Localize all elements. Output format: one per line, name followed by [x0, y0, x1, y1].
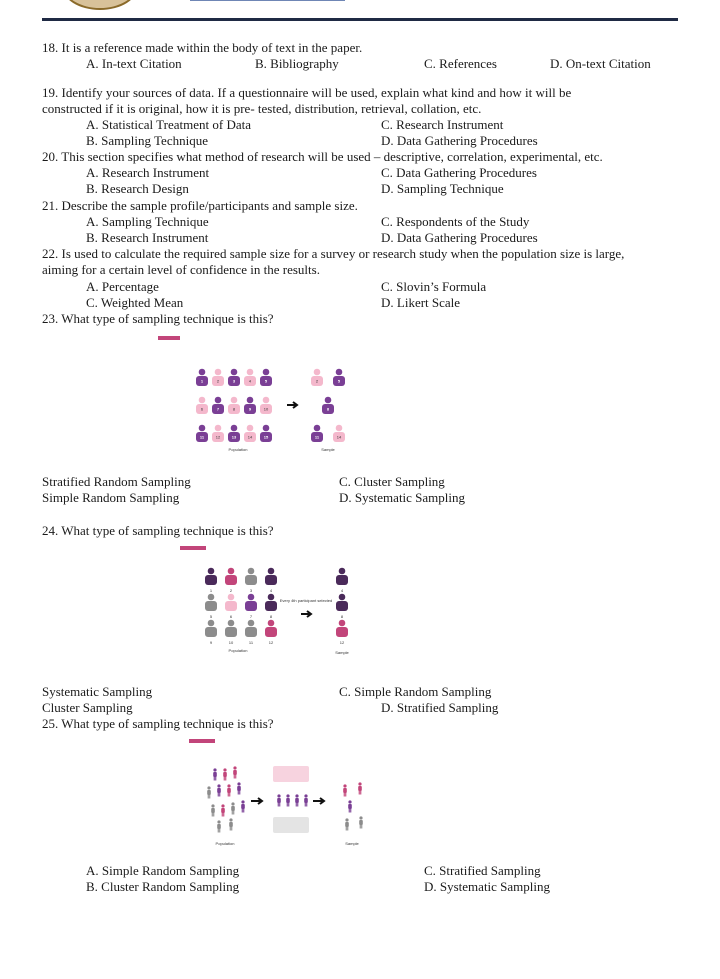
person-icon: [233, 766, 237, 778]
q23-sample-column: [311, 369, 345, 442]
q25-population-label: Population: [215, 841, 235, 846]
person-icon: [345, 818, 349, 830]
header-rule: [42, 18, 678, 21]
person-number: 4: [269, 588, 273, 593]
person-number: 8: [326, 406, 330, 412]
header-rule-accent: [190, 0, 345, 1]
q19-option-b: B. Sampling Technique: [86, 133, 208, 148]
person-icon: [223, 768, 227, 780]
person-number: 5: [209, 614, 213, 619]
q21-question: 21. Describe the sample profile/participants and sample size.: [42, 198, 358, 213]
person-number: 1: [209, 588, 213, 593]
person-icon: [225, 594, 237, 611]
person-icon: [265, 620, 277, 637]
person-icon: [358, 782, 362, 794]
person-number: 2: [315, 378, 319, 384]
person-icon: [196, 369, 208, 386]
person-number: 12: [215, 434, 221, 440]
q23-population-label: Population: [228, 447, 248, 452]
person-number: 10: [263, 406, 269, 412]
q20-option-c: C. Data Gathering Procedures: [381, 165, 537, 180]
figure-logo-mark: [180, 546, 206, 550]
q24-population-label: Population: [228, 648, 248, 653]
person-icon: [359, 816, 363, 828]
q24-figure-caption: Every 4th participant selected: [279, 598, 333, 603]
q22-option-c: C. Slovin’s Formula: [381, 279, 487, 294]
stratum-box-gray: [273, 817, 309, 833]
person-number: 2: [229, 588, 233, 593]
person-icon: [260, 369, 272, 386]
person-icon: [212, 425, 224, 442]
person-icon: [229, 818, 233, 830]
person-icon: [343, 784, 347, 796]
q25-option-d: D. Systematic Sampling: [424, 879, 551, 894]
q21-option-c: C. Respondents of the Study: [381, 214, 530, 229]
q25-question: 25. What type of sampling technique is this?: [42, 716, 274, 731]
q24-question: 24. What type of sampling technique is this?: [42, 523, 274, 538]
q24-population-grid: [205, 568, 277, 645]
person-number: 13: [231, 434, 237, 440]
person-icon: [336, 568, 348, 585]
person-icon: [205, 620, 217, 637]
person-number: 7: [249, 614, 253, 619]
person-number: 12: [339, 640, 345, 645]
q19-option-d: D. Data Gathering Procedures: [381, 133, 538, 148]
q24-option-b: Cluster Sampling: [42, 700, 133, 715]
person-icon: [212, 369, 224, 386]
q25-option-b: B. Cluster Random Sampling: [86, 879, 240, 894]
person-icon: [217, 820, 221, 832]
person-number: 2: [216, 378, 220, 384]
q24-option-a: Systematic Sampling: [42, 684, 153, 699]
q23-figure: [150, 332, 360, 457]
q23-sample-label: Sample: [321, 447, 335, 452]
q18-question: 18. It is a reference made within the body of text in the paper.: [42, 40, 363, 55]
person-number: 12: [268, 640, 274, 645]
q23-option-c: C. Cluster Sampling: [339, 474, 445, 489]
person-number: 8: [269, 614, 273, 619]
person-number: 5: [264, 378, 268, 384]
q25-population-cluster: [207, 766, 245, 832]
person-number: 11: [199, 434, 205, 440]
q19-question-line2: constructed if it is original, how it is pre- tested, distribution, retrieval, collation, etc.: [42, 101, 482, 116]
person-icon: [333, 369, 345, 386]
person-icon: [196, 397, 208, 414]
person-icon: [227, 784, 231, 796]
person-icon: [245, 620, 257, 637]
person-icon: [277, 794, 281, 806]
q18-option-b: B. Bibliography: [255, 56, 339, 71]
person-icon: [212, 397, 224, 414]
person-icon: [245, 568, 257, 585]
person-icon: [245, 594, 257, 611]
person-number: 14: [247, 434, 253, 440]
person-icon: [336, 594, 348, 611]
q25-sample-label: Sample: [345, 841, 359, 846]
q21-option-b: B. Research Instrument: [86, 230, 209, 245]
person-icon: [244, 425, 256, 442]
person-icon: [221, 804, 225, 816]
q18-option-a: A. In-text Citation: [86, 56, 182, 71]
person-icon: [333, 425, 345, 442]
q19-option-c: C. Research Instrument: [381, 117, 504, 132]
q19-question-line1: 19. Identify your sources of data. If a questionnaire will be used, explain what kind and how it will be: [42, 85, 572, 100]
q21-option-d: D. Data Gathering Procedures: [381, 230, 538, 245]
q24-option-d: D. Stratified Sampling: [381, 700, 499, 715]
person-number: 11: [314, 434, 320, 440]
person-icon: [237, 782, 241, 794]
school-seal: [62, 0, 138, 10]
person-icon: [286, 794, 290, 806]
person-number: 6: [200, 406, 204, 412]
person-number: 15: [263, 434, 269, 440]
person-icon: [231, 802, 235, 814]
q22-option-a: A. Percentage: [86, 279, 159, 294]
q22-question-line2: aiming for a certain level of confidence in the results.: [42, 262, 320, 277]
person-number: 14: [336, 434, 342, 440]
q24-option-c: C. Simple Random Sampling: [339, 684, 492, 699]
q25-option-a: A. Simple Random Sampling: [86, 863, 240, 878]
q24-sample-column: [336, 568, 348, 645]
person-icon: [228, 397, 240, 414]
q25-option-c: C. Stratified Sampling: [424, 863, 541, 878]
person-number: 8: [340, 614, 344, 619]
stratum-box-pink: [273, 766, 309, 782]
q20-option-a: A. Research Instrument: [86, 165, 210, 180]
q18-option-c: C. References: [424, 56, 497, 71]
person-icon: [207, 786, 211, 798]
person-icon: [228, 425, 240, 442]
person-icon: [304, 794, 308, 806]
q22-option-b: C. Weighted Mean: [86, 295, 184, 310]
person-number: 9: [209, 640, 213, 645]
person-number: 5: [337, 378, 341, 384]
person-icon: [244, 397, 256, 414]
person-icon: [265, 568, 277, 585]
person-number: 4: [340, 588, 344, 593]
person-number: 6: [229, 614, 233, 619]
q22-question-line1: 22. Is used to calculate the required sample size for a survey or research study when the population size is large,: [42, 246, 625, 261]
person-number: 3: [232, 378, 236, 384]
arrow-right-icon: [313, 798, 324, 804]
person-icon: [265, 594, 277, 611]
person-icon: [336, 620, 348, 637]
q20-option-d: D. Sampling Technique: [381, 181, 504, 196]
person-icon: [244, 369, 256, 386]
person-icon: [295, 794, 299, 806]
person-icon: [196, 425, 208, 442]
person-number: 1: [200, 378, 204, 384]
person-icon: [225, 620, 237, 637]
person-icon: [260, 425, 272, 442]
person-icon: [311, 425, 323, 442]
person-icon: [348, 800, 352, 812]
arrow-right-icon: [251, 798, 262, 804]
person-icon: [211, 804, 215, 816]
q25-sample-group: [343, 782, 363, 830]
person-icon: [213, 768, 217, 780]
person-icon: [311, 369, 323, 386]
q20-option-b: B. Research Design: [86, 181, 189, 196]
q23-option-b: Simple Random Sampling: [42, 490, 180, 505]
person-number: 3: [249, 588, 253, 593]
person-number: 8: [232, 406, 236, 412]
q20-question: 20. This section specifies what method of research will be used – descriptive, correlation, experimental, etc.: [42, 149, 603, 164]
figure-logo-mark: [189, 739, 215, 743]
person-number: 7: [216, 406, 220, 412]
arrow-right-icon: [301, 611, 311, 617]
person-icon: [241, 800, 245, 812]
person-icon: [322, 397, 334, 414]
q21-option-a: A. Sampling Technique: [86, 214, 209, 229]
person-icon: [205, 568, 217, 585]
q23-question: 23. What type of sampling technique is this?: [42, 311, 274, 326]
person-number: 11: [248, 640, 254, 645]
q23-option-a: Stratified Random Sampling: [42, 474, 191, 489]
q18-option-d: D. On-text Citation: [550, 56, 651, 71]
q19-option-a: A. Statistical Treatment of Data: [86, 117, 252, 132]
q23-population-grid: [196, 369, 272, 442]
person-icon: [217, 784, 221, 796]
figure-logo-mark: [158, 336, 180, 340]
arrow-right-icon: [287, 402, 297, 408]
q25-figure: [185, 735, 375, 850]
person-icon: [205, 594, 217, 611]
person-number: 9: [248, 406, 252, 412]
person-icon: [260, 397, 272, 414]
person-number: 4: [248, 378, 252, 384]
person-icon: [225, 568, 237, 585]
person-icon: [228, 369, 240, 386]
q24-sample-label: Sample: [335, 650, 349, 655]
q23-option-d: D. Systematic Sampling: [339, 490, 466, 505]
q22-option-d: D. Likert Scale: [381, 295, 461, 310]
q24-figure: [170, 540, 370, 660]
person-number: 10: [228, 640, 234, 645]
